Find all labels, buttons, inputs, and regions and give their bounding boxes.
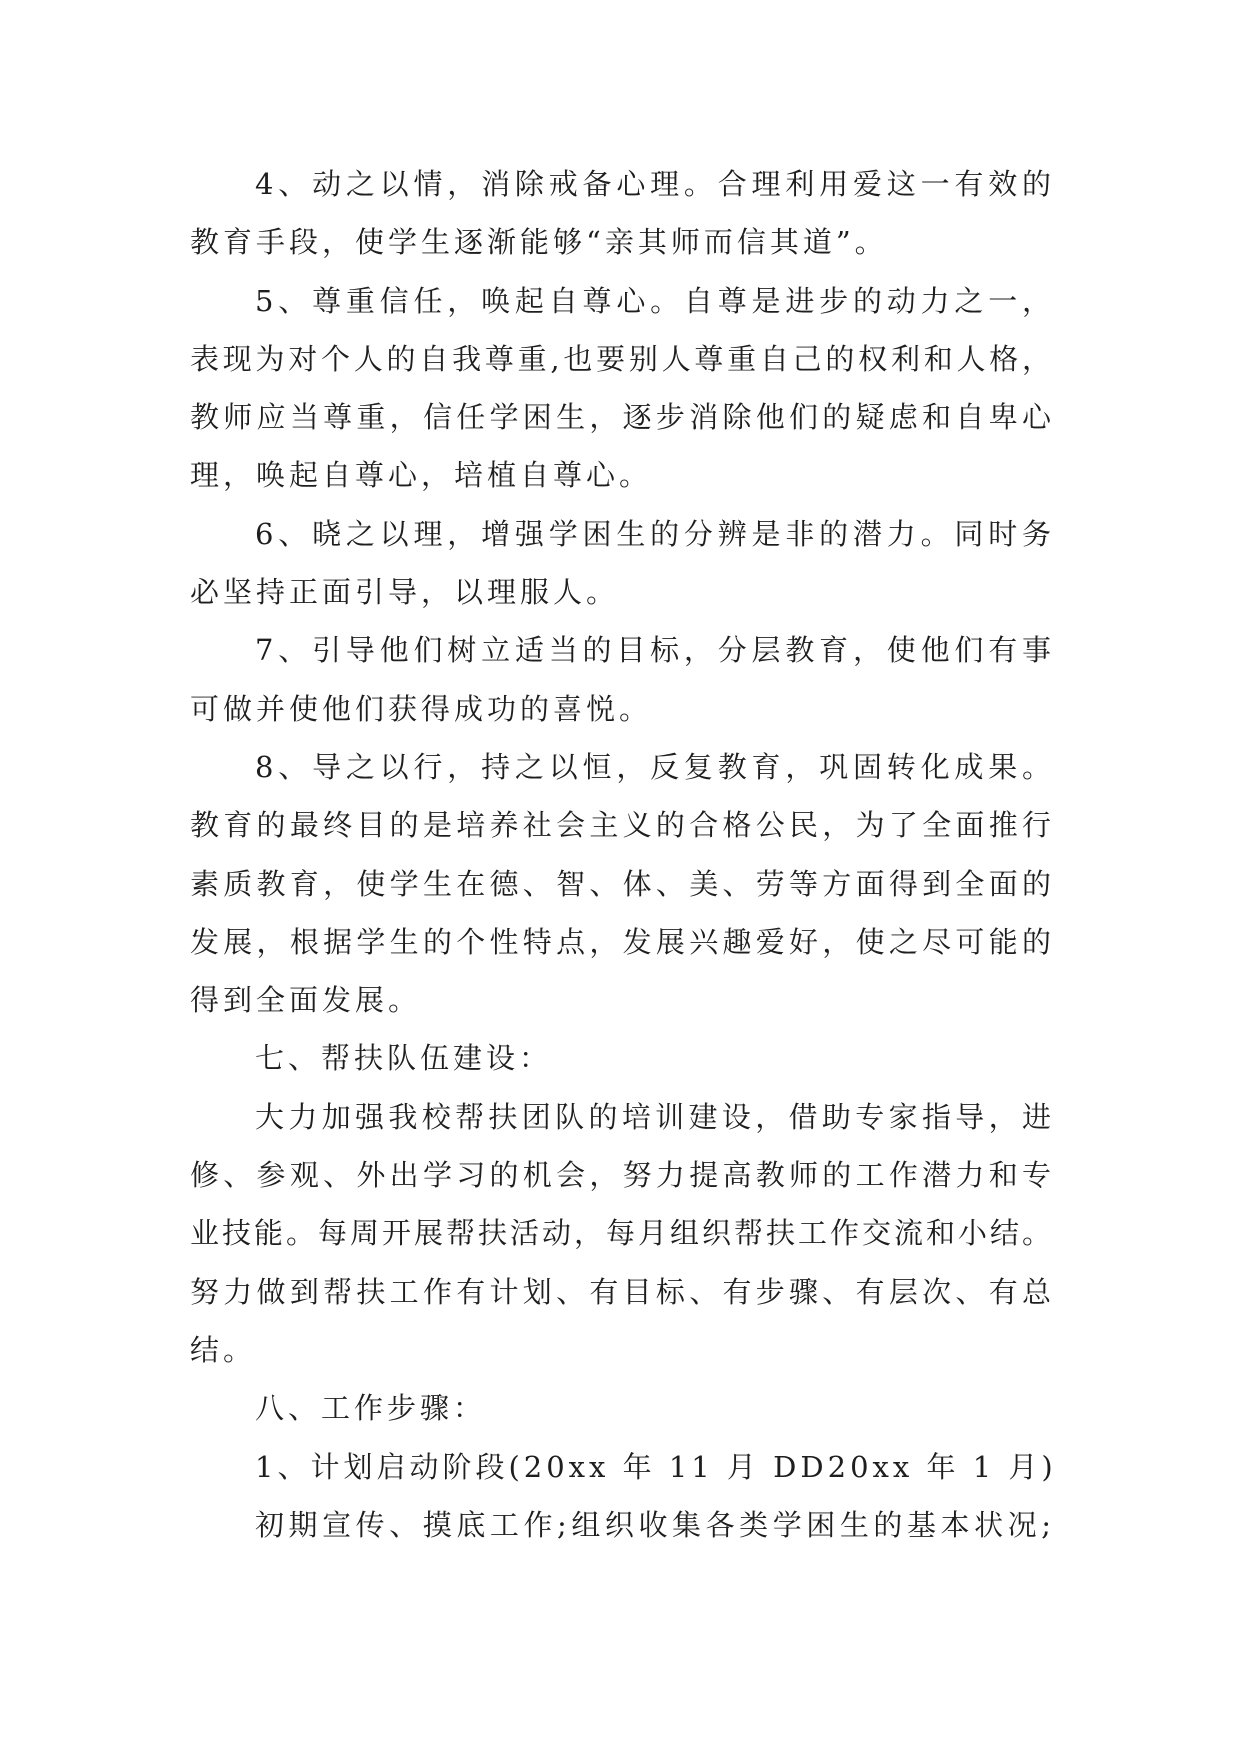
text-line: 得到全面发展。 [190,983,422,1018]
text-line: 教育手段，使学生逐渐能够“亲其师而信其道”。 [190,225,888,260]
text-line: 教育的最终目的是培养社会主义的合格公民，为了全面推行 [190,808,1051,843]
step-item-1 [190,1438,1057,1496]
paragraph-item-4 [190,155,1051,272]
paragraph-item-8 [190,738,1051,1029]
text-line: 表现为对个人的自我尊重,也要别人尊重自己的权利和人格， [190,341,1051,376]
paragraph-item-5 [190,272,1051,505]
paragraph-item-7 [190,621,1051,738]
section-heading-text: 七、帮扶队伍建设： [255,1041,553,1076]
text-line: 6、晓之以理，增强学困生的分辨是非的潜力。同时务 [255,516,1051,551]
document-body [190,155,1057,1554]
section-heading [190,1029,1051,1087]
text-line: 7、引导他们树立适当的目标，分层教育，使他们有事 [255,633,1051,668]
text-line: 大力加强我校帮扶团队的培训建设，借助专家指导，进 [255,1099,1051,1134]
text-line: 理，唤起自尊心，培植自尊心。 [190,458,653,493]
text-line: 教师应当尊重，信任学困生，逐步消除他们的疑虑和自卑心 [190,400,1051,435]
paragraph-item-6 [190,505,1051,622]
text-line: 必坚持正面引导，以理服人。 [190,575,620,610]
text-line: 修、参观、外出学习的机会，努力提高教师的工作潜力和专 [190,1158,1051,1193]
text-line: 业技能。每周开展帮扶活动，每月组织帮扶工作交流和小结。 [190,1216,1051,1251]
text-line: 1、计划启动阶段(20xx 年 11 月 DD20xx 年 1 月) [255,1449,1057,1484]
section-heading-text: 八、工作步骤： [255,1391,487,1426]
text-line: 结。 [190,1332,257,1367]
text-line: 初期宣传、摸底工作;组织收集各类学困生的基本状况; [255,1507,1051,1542]
text-line: 发展，根据学生的个性特点，发展兴趣爱好，使之尽可能的 [190,924,1051,959]
text-line: 5、尊重信任，唤起自尊心。自尊是进步的动力之一， [255,283,1051,318]
text-line: 素质教育，使学生在德、智、体、美、劳等方面得到全面的 [190,866,1051,901]
text-line: 可做并使他们获得成功的喜悦。 [190,691,653,726]
text-line: 4、动之以情，消除戒备心理。合理利用爱这一有效的 [255,167,1051,201]
text-line: 努力做到帮扶工作有计划、有目标、有步骤、有层次、有总 [190,1274,1051,1309]
text-line: 8、导之以行，持之以恒，反复教育，巩固转化成果。 [255,749,1051,784]
paragraph [190,1088,1051,1379]
section-heading [190,1379,1051,1437]
paragraph [190,1496,1051,1554]
